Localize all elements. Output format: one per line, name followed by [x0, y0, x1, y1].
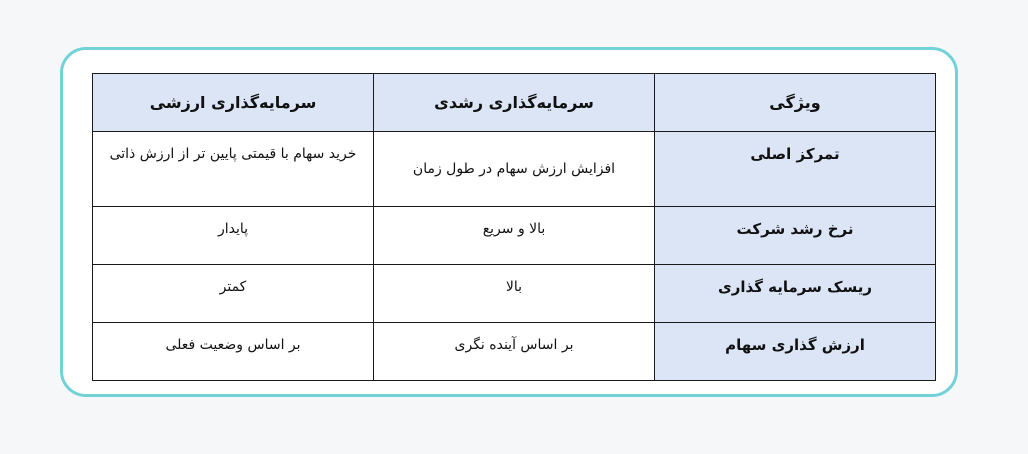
- comparison-card: [60, 47, 958, 397]
- growth-cell: افزایش ارزش سهام در طول زمان: [374, 132, 655, 207]
- value-cell: بر اساس وضعیت فعلی: [93, 323, 374, 381]
- header-row: [93, 74, 936, 132]
- header-feature: ویژگی: [655, 74, 936, 132]
- row-feature-label: ارزش گذاری سهام: [655, 323, 936, 381]
- comparison-table: [92, 73, 936, 381]
- row-feature-label: ریسک سرمایه گذاری: [655, 265, 936, 323]
- value-cell: پایدار: [93, 207, 374, 265]
- table-row: [93, 132, 936, 207]
- table-row: [93, 265, 936, 323]
- table-row: [93, 323, 936, 381]
- row-feature-label: نرخ رشد شرکت: [655, 207, 936, 265]
- value-cell: خرید سهام با قیمتی پایین تر از ارزش ذاتی: [93, 132, 374, 207]
- row-feature-label: تمرکز اصلی: [655, 132, 936, 207]
- growth-cell: بالا: [374, 265, 655, 323]
- header-value-investing: سرمایه‌گذاری ارزشی: [93, 74, 374, 132]
- value-cell: کمتر: [93, 265, 374, 323]
- table-row: [93, 207, 936, 265]
- header-growth-investing: سرمایه‌گذاری رشدی: [374, 74, 655, 132]
- growth-cell: بالا و سریع: [374, 207, 655, 265]
- growth-cell: بر اساس آینده نگری: [374, 323, 655, 381]
